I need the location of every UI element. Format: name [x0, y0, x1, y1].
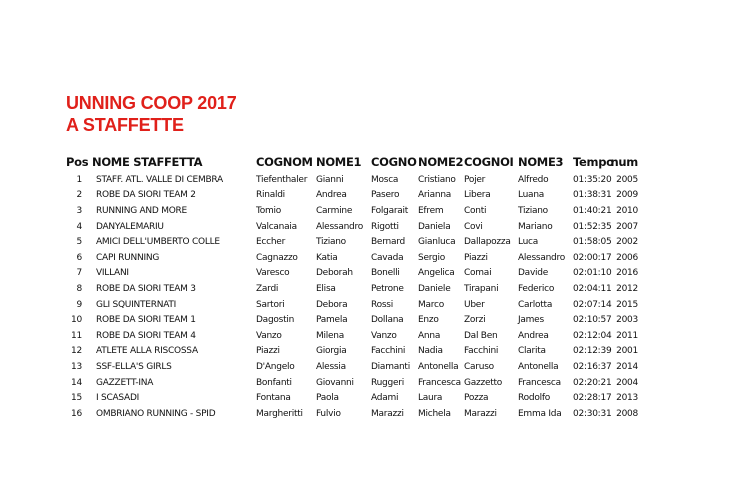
cell-team: I SCASADI [96, 393, 140, 404]
cell-nome3: Mariano [518, 221, 553, 232]
cell-nome1: Milena [316, 330, 345, 341]
cell-cognome2: Rossi [371, 299, 393, 310]
header-num: num [610, 155, 638, 169]
cell-nome2: Arianna [418, 190, 452, 201]
cell-num: 2004 [616, 377, 638, 388]
cell-cognome1: Margheritti [256, 408, 303, 419]
cell-nome3: Francesca [518, 377, 561, 388]
cell-time: 01:58:05 [573, 237, 612, 248]
cell-pos: 8 [76, 283, 82, 294]
cell-cognome2: Diamanti [371, 361, 410, 372]
cell-cognome2: Bonelli [371, 268, 400, 279]
cell-num: 2003 [616, 315, 638, 326]
cell-nome1: Carmine [316, 205, 353, 216]
cell-nome3: Clarita [518, 346, 546, 357]
results-body [66, 172, 638, 422]
cell-cognome1: Sartori [256, 299, 285, 310]
table-row [66, 250, 638, 266]
cell-time: 02:07:14 [573, 299, 612, 310]
cell-cognome3: Caruso [464, 361, 494, 372]
cell-team: CAPI RUNNING [96, 252, 160, 263]
cell-nome2: Angelica [418, 268, 455, 279]
cell-cognome3: Piazzi [464, 252, 488, 263]
cell-cognome3: Tirapani [464, 283, 499, 294]
cell-time: 01:40:21 [573, 205, 612, 216]
cell-cognome1: Piazzi [256, 346, 280, 357]
table-row [66, 375, 638, 391]
cell-nome3: Davide [518, 268, 549, 279]
table-row [66, 328, 638, 344]
cell-nome2: Marco [418, 299, 444, 310]
cell-cognome3: Dal Ben [464, 330, 498, 341]
cell-time: 02:00:17 [573, 252, 612, 263]
cell-nome3: Tiziano [518, 205, 548, 216]
header-team: NOME STAFFETTA [92, 155, 203, 169]
cell-pos: 16 [71, 408, 82, 419]
cell-num: 2013 [616, 393, 638, 404]
cell-team: AMICI DELL'UMBERTO COLLE [96, 237, 220, 248]
cell-team: SSF-ELLA'S GIRLS [96, 361, 172, 372]
cell-team: ATLETE ALLA RISCOSSA [96, 346, 198, 357]
cell-nome2: Francesca [418, 377, 461, 388]
header-cognome2: COGNO [371, 155, 417, 169]
cell-cognome2: Mosca [371, 174, 399, 185]
cell-nome2: Cristiano [418, 174, 456, 185]
cell-num: 2008 [616, 408, 638, 419]
cell-num: 2010 [616, 205, 638, 216]
cell-nome1: Paola [316, 393, 339, 404]
cell-cognome1: Tiefenthaler [256, 174, 308, 185]
title-line-2: A STAFFETTE [66, 115, 184, 135]
table-row [66, 188, 638, 204]
table-row [66, 344, 638, 360]
cell-time: 02:04:11 [573, 283, 612, 294]
cell-cognome3: Conti [464, 205, 487, 216]
cell-num: 2002 [616, 237, 638, 248]
cell-cognome1: Varesco [256, 268, 290, 279]
table-row [66, 203, 638, 219]
cell-cognome1: Tomio [256, 205, 281, 216]
table-row [66, 297, 638, 313]
header-nome3: NOME3 [518, 155, 564, 169]
table-row [66, 390, 638, 406]
cell-pos: 3 [76, 205, 82, 216]
table-row [66, 359, 638, 375]
cell-team: ROBE DA SIORI TEAM 1 [96, 315, 196, 326]
cell-pos: 11 [71, 330, 82, 341]
cell-nome2: Daniela [418, 221, 451, 232]
header-cognome3: COGNOI [464, 155, 514, 169]
cell-num: 2009 [616, 190, 638, 201]
cell-pos: 1 [76, 174, 82, 185]
cell-num: 2012 [616, 283, 638, 294]
cell-pos: 9 [76, 299, 82, 310]
cell-team: RUNNING AND MORE [96, 205, 187, 216]
cell-cognome1: Vanzo [256, 330, 282, 341]
cell-nome2: Gianluca [418, 237, 456, 248]
cell-pos: 13 [71, 361, 82, 372]
cell-cognome2: Facchini [371, 346, 406, 357]
cell-nome2: Michela [418, 408, 451, 419]
header-pos: Pos [66, 155, 89, 169]
cell-nome1: Pamela [316, 315, 348, 326]
cell-cognome3: Marazzi [464, 408, 497, 419]
cell-num: 2001 [616, 346, 638, 357]
cell-time: 02:16:37 [573, 361, 612, 372]
table-row [66, 281, 638, 297]
cell-nome2: Sergio [418, 252, 446, 263]
cell-cognome1: Cagnazzo [256, 252, 298, 263]
cell-nome2: Laura [418, 393, 443, 404]
cell-team: ROBE DA SIORI TEAM 4 [96, 330, 196, 341]
cell-time: 02:28:17 [573, 393, 612, 404]
cell-nome2: Enzo [418, 315, 439, 326]
cell-nome1: Alessia [316, 361, 346, 372]
cell-nome3: Emma Ida [518, 408, 562, 419]
table-row [66, 234, 638, 250]
results-table [66, 152, 638, 422]
cell-team: STAFF. ATL. VALLE DI CEMBRA [96, 174, 223, 185]
cell-pos: 5 [76, 237, 82, 248]
table-row [66, 312, 638, 328]
cell-nome1: Deborah [316, 268, 353, 279]
table-row [66, 406, 638, 422]
cell-team: ROBE DA SIORI TEAM 2 [96, 190, 196, 201]
cell-cognome2: Rigotti [371, 221, 399, 232]
cell-cognome2: Vanzo [371, 330, 397, 341]
cell-team: DANYALEMARIU [96, 221, 164, 232]
cell-pos: 6 [76, 252, 82, 263]
cell-team: ROBE DA SIORI TEAM 3 [96, 283, 196, 294]
cell-cognome3: Covi [464, 221, 483, 232]
cell-time: 02:12:04 [573, 330, 612, 341]
cell-team: GLI SQUINTERNATI [96, 299, 177, 310]
cell-cognome2: Bernard [371, 237, 405, 248]
cell-pos: 15 [71, 393, 82, 404]
cell-num: 2016 [616, 268, 638, 279]
header-row [66, 152, 638, 172]
cell-cognome2: Dollana [371, 315, 404, 326]
cell-nome3: Federico [518, 283, 555, 294]
table-row [66, 172, 638, 188]
cell-nome3: Luca [518, 237, 539, 248]
cell-cognome1: Zardi [256, 283, 279, 294]
cell-num: 2014 [616, 361, 638, 372]
cell-nome1: Tiziano [316, 237, 346, 248]
cell-pos: 14 [71, 377, 82, 388]
cell-nome3: James [518, 315, 544, 326]
cell-time: 01:52:35 [573, 221, 612, 232]
header-cognome1: COGNOM [256, 155, 313, 169]
cell-time: 02:12:39 [573, 346, 612, 357]
cell-time: 02:10:57 [573, 315, 612, 326]
cell-nome3: Andrea [518, 330, 549, 341]
cell-nome1: Katia [316, 252, 338, 263]
cell-cognome1: Rinaldi [256, 190, 285, 201]
cell-time: 01:35:20 [573, 174, 612, 185]
cell-nome3: Rodolfo [518, 393, 550, 404]
cell-cognome3: Dallapozza [464, 237, 511, 248]
cell-cognome3: Libera [464, 190, 491, 201]
cell-nome1: Giovanni [316, 377, 354, 388]
title-block [66, 92, 237, 136]
cell-cognome1: Eccher [256, 237, 286, 248]
cell-cognome2: Petrone [371, 283, 404, 294]
cell-cognome3: Zorzi [464, 315, 486, 326]
cell-nome3: Luana [518, 190, 545, 201]
cell-nome1: Elisa [316, 283, 336, 294]
table-row [66, 219, 638, 235]
cell-nome1: Debora [316, 299, 348, 310]
table-row [66, 266, 638, 282]
cell-num: 2005 [616, 174, 638, 185]
cell-nome1: Alessandro [316, 221, 364, 232]
cell-cognome2: Pasero [371, 190, 400, 201]
cell-cognome1: Bonfanti [256, 377, 292, 388]
cell-nome2: Efrem [418, 205, 444, 216]
cell-nome3: Carlotta [518, 299, 553, 310]
cell-cognome1: Valcanaia [256, 221, 297, 232]
cell-num: 2007 [616, 221, 638, 232]
cell-cognome2: Folgarait [371, 205, 409, 216]
cell-pos: 4 [76, 221, 82, 232]
cell-time: 01:38:31 [573, 190, 612, 201]
cell-num: 2006 [616, 252, 638, 263]
cell-nome2: Antonella [418, 361, 459, 372]
header-nome1: NOME1 [316, 155, 362, 169]
cell-pos: 2 [76, 190, 82, 201]
cell-pos: 12 [71, 346, 82, 357]
cell-nome1: Giorgia [316, 346, 347, 357]
cell-nome3: Alfredo [518, 174, 549, 185]
cell-cognome3: Pozza [464, 393, 489, 404]
header-nome2: NOME2 [418, 155, 464, 169]
cell-team: OMBRIANO RUNNING - SPID [96, 408, 216, 419]
cell-cognome1: Dagostin [256, 315, 295, 326]
cell-pos: 7 [76, 268, 82, 279]
cell-nome2: Anna [418, 330, 441, 341]
cell-cognome2: Marazzi [371, 408, 404, 419]
cell-nome1: Gianni [316, 174, 344, 185]
title-line-1: UNNING COOP 2017 [66, 93, 237, 113]
cell-time: 02:20:21 [573, 377, 612, 388]
cell-cognome3: Gazzetto [464, 377, 503, 388]
cell-cognome3: Facchini [464, 346, 499, 357]
cell-team: VILLANI [96, 268, 129, 279]
cell-pos: 10 [71, 315, 82, 326]
cell-nome1: Fulvio [316, 408, 341, 419]
cell-nome3: Antonella [518, 361, 559, 372]
cell-num: 2015 [616, 299, 638, 310]
cell-time: 02:30:31 [573, 408, 612, 419]
cell-cognome3: Uber [464, 299, 485, 310]
cell-cognome1: Fontana [256, 393, 291, 404]
cell-nome2: Nadia [418, 346, 443, 357]
cell-cognome3: Pojer [464, 174, 486, 185]
cell-time: 02:01:10 [573, 268, 612, 279]
cell-nome1: Andrea [316, 190, 347, 201]
header-time: Tempo [573, 155, 614, 169]
cell-nome2: Daniele [418, 283, 451, 294]
cell-team: GAZZETT-INA [96, 377, 154, 388]
cell-cognome3: Comai [464, 268, 492, 279]
cell-num: 2011 [616, 330, 638, 341]
cell-cognome1: D'Angelo [256, 361, 295, 372]
cell-nome3: Alessandro [518, 252, 566, 263]
cell-cognome2: Cavada [371, 252, 404, 263]
cell-cognome2: Adami [371, 393, 399, 404]
cell-cognome2: Ruggeri [371, 377, 404, 388]
